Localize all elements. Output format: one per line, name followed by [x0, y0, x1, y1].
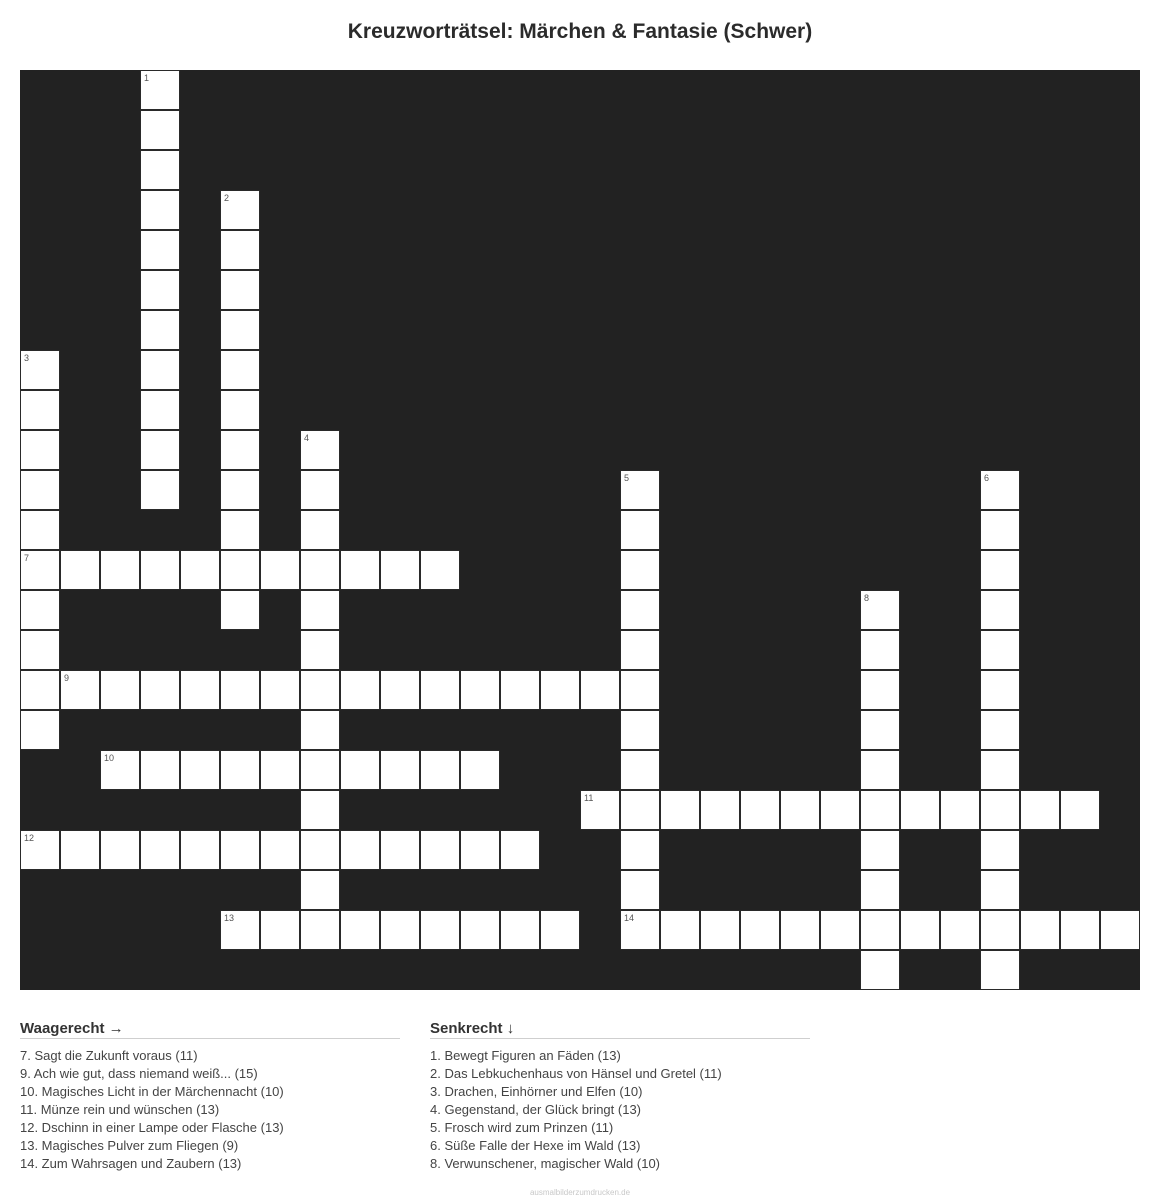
clue-down-6[interactable]: 6. Süße Falle der Hexe im Wald (13): [430, 1138, 641, 1153]
grid-cell[interactable]: [620, 670, 660, 710]
grid-cell[interactable]: [140, 350, 180, 390]
grid-cell[interactable]: [1100, 910, 1140, 950]
grid-cell[interactable]: [140, 190, 180, 230]
grid-cell[interactable]: [100, 550, 140, 590]
grid-cell[interactable]: [300, 510, 340, 550]
grid-cell[interactable]: [500, 910, 540, 950]
clue-number: 1: [144, 73, 150, 83]
grid-cell[interactable]: [1060, 790, 1100, 830]
grid-cell[interactable]: [300, 670, 340, 710]
grid-cell[interactable]: [540, 670, 580, 710]
grid-cell[interactable]: [260, 550, 300, 590]
grid-cell[interactable]: [60, 550, 100, 590]
grid-cell[interactable]: [300, 910, 340, 950]
clue-across-13[interactable]: 13. Magisches Pulver zum Fliegen (9): [20, 1138, 239, 1153]
grid-cell[interactable]: [220, 750, 260, 790]
grid-cell[interactable]: [20, 670, 60, 710]
grid-cell[interactable]: [540, 910, 580, 950]
grid-cell[interactable]: [620, 590, 660, 630]
grid-cell[interactable]: [260, 750, 300, 790]
grid-cell[interactable]: [140, 70, 180, 110]
grid-cell[interactable]: [20, 510, 60, 550]
grid-cell[interactable]: [860, 630, 900, 670]
puzzle-title: Kreuzworträtsel: Märchen & Fantasie (Schwer): [347, 20, 813, 43]
grid-cell[interactable]: [580, 670, 620, 710]
grid-cell[interactable]: [620, 830, 660, 870]
grid-cell[interactable]: [700, 790, 740, 830]
grid-cell[interactable]: [980, 670, 1020, 710]
grid-cell[interactable]: [20, 710, 60, 750]
grid-cell[interactable]: [620, 910, 660, 950]
grid-cell[interactable]: [180, 750, 220, 790]
grid-cell[interactable]: [300, 470, 340, 510]
clue-across-14[interactable]: 14. Zum Wahrsagen und Zaubern (13): [20, 1156, 242, 1171]
clue-number: 11: [584, 793, 594, 803]
grid-cell[interactable]: [220, 270, 260, 310]
grid-cell[interactable]: [300, 870, 340, 910]
clue-down-5[interactable]: 5. Frosch wird zum Prinzen (11): [430, 1120, 614, 1135]
grid-cell[interactable]: [980, 830, 1020, 870]
grid-cell[interactable]: [140, 230, 180, 270]
grid-cell[interactable]: [460, 910, 500, 950]
down-clues: [430, 1020, 810, 1173]
clue-number: 12: [24, 833, 35, 843]
clue-number: 7: [24, 553, 30, 563]
grid-cell[interactable]: [300, 790, 340, 830]
grid-cell[interactable]: [860, 910, 900, 950]
grid-cell[interactable]: [460, 750, 500, 790]
grid-cell[interactable]: [980, 470, 1020, 510]
across-clues: [20, 1020, 400, 1173]
grid-cell[interactable]: [140, 670, 180, 710]
grid-cell[interactable]: [500, 830, 540, 870]
grid-cell[interactable]: [980, 750, 1020, 790]
clue-number: 4: [304, 433, 310, 443]
grid-cell[interactable]: [20, 470, 60, 510]
grid-cell[interactable]: [220, 830, 260, 870]
clue-number: 5: [624, 473, 630, 483]
grid-cell[interactable]: [220, 390, 260, 430]
clue-down-1[interactable]: 1. Bewegt Figuren an Fäden (13): [430, 1048, 621, 1063]
grid-cell[interactable]: [220, 430, 260, 470]
grid-cell[interactable]: [20, 830, 60, 870]
grid-cell[interactable]: [60, 830, 100, 870]
grid-cell[interactable]: [900, 790, 940, 830]
grid-cell[interactable]: [620, 790, 660, 830]
grid-cell[interactable]: [860, 670, 900, 710]
clue-across-7[interactable]: 7. Sagt die Zukunft voraus (11): [20, 1048, 198, 1063]
grid-cell[interactable]: [660, 910, 700, 950]
grid-cell[interactable]: [20, 590, 60, 630]
grid-cell[interactable]: [860, 830, 900, 870]
grid-cell[interactable]: [860, 870, 900, 910]
grid-cell[interactable]: [140, 110, 180, 150]
clue-number: 13: [224, 913, 235, 923]
grid-cell[interactable]: [260, 910, 300, 950]
grid-cell[interactable]: [580, 790, 620, 830]
clue-down-3[interactable]: 3. Drachen, Einhörner und Elfen (10): [430, 1084, 643, 1099]
grid-cell[interactable]: [700, 910, 740, 950]
grid-cell[interactable]: [860, 590, 900, 630]
grid-cell[interactable]: [140, 430, 180, 470]
grid-cell[interactable]: [420, 910, 460, 950]
clue-number: 14: [624, 913, 635, 923]
grid-cell[interactable]: [620, 870, 660, 910]
grid-cell[interactable]: [780, 910, 820, 950]
grid-cell[interactable]: [980, 630, 1020, 670]
grid-cell[interactable]: [380, 550, 420, 590]
down-heading: Senkrecht ↓: [430, 1020, 810, 1039]
clue-across-12[interactable]: 12. Dschinn in einer Lampe oder Flasche (13): [20, 1120, 284, 1135]
clue-number: 10: [104, 753, 115, 763]
grid-cell[interactable]: [620, 710, 660, 750]
across-heading: Waagerecht →: [20, 1020, 400, 1039]
grid-cell[interactable]: [820, 790, 860, 830]
grid-cell[interactable]: [220, 590, 260, 630]
grid-cell[interactable]: [980, 790, 1020, 830]
clue-number: 9: [64, 673, 70, 683]
grid-cell[interactable]: [940, 790, 980, 830]
grid-cell[interactable]: [100, 830, 140, 870]
grid-cell[interactable]: [220, 910, 260, 950]
grid-cell[interactable]: [620, 550, 660, 590]
grid-cell[interactable]: [820, 910, 860, 950]
grid-cell[interactable]: [220, 670, 260, 710]
grid-cell[interactable]: [340, 910, 380, 950]
clue-down-4[interactable]: 4. Gegenstand, der Glück bringt (13): [430, 1102, 642, 1117]
grid-cell[interactable]: [900, 910, 940, 950]
grid-cell[interactable]: [100, 670, 140, 710]
grid-cell[interactable]: [140, 470, 180, 510]
grid-cell[interactable]: [940, 910, 980, 950]
grid-cell[interactable]: [780, 790, 820, 830]
grid-cell[interactable]: [300, 550, 340, 590]
grid-cell[interactable]: [860, 950, 900, 990]
grid-cell[interactable]: [300, 750, 340, 790]
grid-cell[interactable]: [620, 630, 660, 670]
grid-cell[interactable]: [100, 750, 140, 790]
grid-cell[interactable]: [140, 150, 180, 190]
grid-cell[interactable]: [500, 670, 540, 710]
grid-cell[interactable]: [20, 550, 60, 590]
grid-cell[interactable]: [420, 830, 460, 870]
grid-cell[interactable]: [260, 670, 300, 710]
grid-cell[interactable]: [660, 790, 700, 830]
grid-cell[interactable]: [300, 590, 340, 630]
grid-cell[interactable]: [1060, 910, 1100, 950]
clue-across-9[interactable]: 9. Ach wie gut, dass niemand weiß... (15): [20, 1066, 258, 1081]
clue-across-11[interactable]: 11. Münze rein und wünschen (13): [20, 1102, 220, 1117]
grid-cell[interactable]: [460, 670, 500, 710]
grid-cell[interactable]: [620, 510, 660, 550]
grid-cell[interactable]: [220, 230, 260, 270]
grid-cell[interactable]: [220, 510, 260, 550]
grid-cell[interactable]: [20, 430, 60, 470]
clue-down-2[interactable]: 2. Das Lebkuchenhaus von Hänsel und Gretel (11): [430, 1066, 722, 1081]
grid-cell[interactable]: [620, 750, 660, 790]
grid-cell[interactable]: [1020, 790, 1060, 830]
grid-cell[interactable]: [620, 470, 660, 510]
grid-cell[interactable]: [20, 350, 60, 390]
grid-cell[interactable]: [980, 870, 1020, 910]
grid-cell[interactable]: [340, 830, 380, 870]
grid-cell[interactable]: [420, 670, 460, 710]
grid-cell[interactable]: [380, 910, 420, 950]
grid-cell[interactable]: [380, 670, 420, 710]
grid-cell[interactable]: [860, 710, 900, 750]
grid-cell[interactable]: [140, 750, 180, 790]
crossword-grid: [20, 70, 1140, 990]
grid-cell[interactable]: [20, 390, 60, 430]
grid-cell[interactable]: [420, 550, 460, 590]
grid-cell[interactable]: [740, 790, 780, 830]
grid-cell[interactable]: [740, 910, 780, 950]
grid-cell[interactable]: [980, 950, 1020, 990]
grid-cell[interactable]: [380, 830, 420, 870]
grid-cell[interactable]: [140, 550, 180, 590]
grid-cell[interactable]: [140, 270, 180, 310]
grid-cell[interactable]: [300, 630, 340, 670]
grid-cell[interactable]: [180, 550, 220, 590]
grid-cell[interactable]: [140, 830, 180, 870]
grid-cell[interactable]: [300, 430, 340, 470]
clue-number: 6: [984, 473, 990, 483]
clue-number: 2: [224, 193, 230, 203]
grid-cell[interactable]: [460, 830, 500, 870]
grid-cell[interactable]: [980, 550, 1020, 590]
grid-cell[interactable]: [300, 710, 340, 750]
grid-cell[interactable]: [980, 910, 1020, 950]
grid-cell[interactable]: [180, 830, 220, 870]
grid-cell[interactable]: [140, 390, 180, 430]
grid-cell[interactable]: [980, 510, 1020, 550]
grid-cell[interactable]: [220, 190, 260, 230]
grid-cell[interactable]: [220, 350, 260, 390]
grid-cell[interactable]: [300, 830, 340, 870]
footer-credit: ausmalbilderzumdrucken.de: [529, 1188, 631, 1197]
grid-cell[interactable]: [140, 310, 180, 350]
grid-cell[interactable]: [980, 710, 1020, 750]
grid-cell[interactable]: [180, 670, 220, 710]
grid-cell[interactable]: [20, 630, 60, 670]
clue-number: 8: [864, 593, 870, 603]
grid-cell[interactable]: [420, 750, 460, 790]
grid-cell[interactable]: [340, 670, 380, 710]
clue-down-8[interactable]: 8. Verwunschener, magischer Wald (10): [430, 1156, 661, 1171]
grid-cell[interactable]: [980, 590, 1020, 630]
grid-cell[interactable]: [860, 790, 900, 830]
grid-cell[interactable]: [220, 470, 260, 510]
grid-cell[interactable]: [220, 310, 260, 350]
grid-cell[interactable]: [1020, 910, 1060, 950]
grid-cell[interactable]: [220, 550, 260, 590]
clue-across-10[interactable]: 10. Magisches Licht in der Märchennacht (10): [20, 1084, 284, 1099]
grid-cell[interactable]: [860, 750, 900, 790]
grid-cell[interactable]: [60, 670, 100, 710]
grid-cell[interactable]: [340, 550, 380, 590]
grid-cell[interactable]: [380, 750, 420, 790]
grid-cell[interactable]: [340, 750, 380, 790]
grid-cell[interactable]: [260, 830, 300, 870]
clue-number: 3: [24, 353, 30, 363]
